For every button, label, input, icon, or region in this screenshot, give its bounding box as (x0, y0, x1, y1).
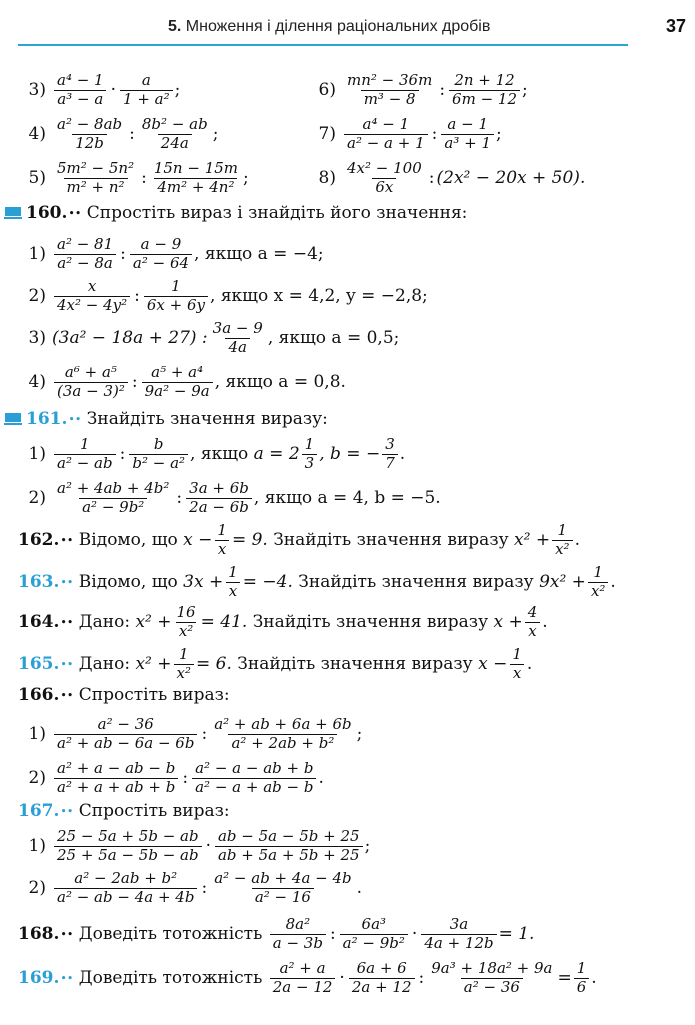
problem-166: 166. •• Спростіть вираз: (18, 685, 230, 705)
exercise-row: 6) $\frac{\text{mn² − 36m}}{\text{m³ − 8}}$ : $\frac{2n + 12}{6m - 12}$ ; (318, 71, 528, 108)
problem-162: 162. •• Відомо, що x − $\frac{1}{x}$ = 9. Знайдіть значення виразу x² + $\frac{1}{\text{x²}}$ . (18, 521, 580, 558)
page-number: 37 (665, 16, 686, 36)
exercise-row: 4) $\frac{\text{a⁶ + a⁵}}{\text{(3a − 3)²}}$ : $\frac{\text{a⁵ + a⁴}}{\text{9a² − 9a}}$ , якщо a = 0,8. (28, 363, 346, 400)
header-rule (18, 44, 628, 46)
problem-160: 160. •• Спростіть вираз і знайдіть його значення: (4, 196, 467, 230)
exercise-row: 2) $\frac{\text{a² − 2ab + b²}}{\text{a² − ab − 4a + 4b}}$ : $\frac{\text{a² − ab + 4a − 4b}}{\text{a² − 16}}$ . (28, 869, 363, 906)
problem-164: 164. •• Дано: x² + $\frac{16}{\text{x²}}$ = 41. Знайдіть значення виразу x + $\frac{4}{x}$ . (18, 603, 548, 640)
exercise-row: 5) $\frac{\text{5m² − 5n²}}{\text{m² + n²}}$ : $\frac{15n - 15m}{\text{4m² + 4n²}}$ ; (28, 159, 249, 196)
computer-icon (4, 206, 22, 220)
page-header (18, 14, 686, 44)
item-label: 3) (28, 80, 46, 100)
exercise-row: 3) (3a² − 18a + 27) : $\frac{3a - 9}{4a}$ , якщо a = 0,5; (28, 319, 400, 356)
section-title: 5. Множення і ділення раціональних дробів (168, 18, 491, 35)
problem-165: 165. •• Дано: x² + $\frac{1}{\text{x²}}$ = 6. Знайдіть значення виразу x − $\frac{1}{x}$ . (18, 645, 533, 682)
exercise-row: 2) $\frac{\text{a² + 4ab + 4b²}}{\text{a² − 9b²}}$ : $\frac{3a + 6b}{2a - 6b}$ , якщо a = 4, b = −5. (28, 479, 441, 516)
exercise-row: 4) $\frac{\text{a² − 8ab}}{12b}$ : $\frac{\text{8b² − ab}}{24a}$ ; (28, 115, 219, 152)
problem-161: 161. •• Знайдіть значення виразу: (4, 402, 328, 436)
exercise-row: 1) $\frac{\text{a² − 36}}{\text{a² + ab − 6a − 6b}}$ : $\frac{\text{a² + ab + 6a + 6b}}{\text{a² + 2ab + b²}}$ ; (28, 715, 363, 752)
exercise-row: 3) $\frac{\text{a⁴ − 1}}{\text{a³ − a}}$ · $\frac{a}{\text{1 + a²}}$ ; (20, 70, 180, 110)
problem-168: 168. •• Доведіть тотожність $\frac{\text{8a²}}{a - 3b}$ : $\frac{\text{6a³}}{\text{a² − 9b²}}$ · $\frac{3a}{4a + 12b}$ = 1. (18, 915, 535, 952)
problem-163: 163. •• Відомо, що 3x + $\frac{1}{x}$ = −4. Знайдіть значення виразу 9x² + $\frac{1}{\text{x²}}$ . (18, 563, 616, 600)
exercise-row: 2) $\frac{x}{\text{4x² − 4y²}}$ : $\frac{1}{6x + 6y}$ , якщо x = 4,2, y = −2,8; (28, 277, 428, 314)
exercise-row: 1) $\frac{\text{a² − 81}}{\text{a² − 8a}}$ : $\frac{a - 9}{\text{a² − 64}}$ , якщо a = −4; (28, 235, 324, 272)
exercise-row: 8) $\frac{\text{4x² − 100}}{6x}$ : (2x² − 20x + 50). (318, 159, 586, 196)
problem-169: 169. •• Доведіть тотожність $\frac{\text{a² + a}}{2a - 12}$ · $\frac{6a + 6}{2a + 12}$ : $\frac{\text{9a³ + 18a² + 9a}}{\text{a² − 36}}$ = $\frac{1}{6}$ . (18, 959, 597, 996)
exercise-row: 7) $\frac{\text{a⁴ − 1}}{\text{a² − a + 1}}$ : $\frac{a - 1}{\text{a³ + 1}}$ ; (318, 115, 502, 152)
exercise-row: 2) $\frac{\text{a² + a − ab − b}}{\text{a² + a + ab + b}}$ : $\frac{\text{a² − a − ab + b}}{\text{a² − a + ab − b}}$ . (28, 759, 324, 796)
exercise-row: 1) $\frac{1}{\text{a² − ab}}$ : $\frac{b}{\text{b² − a²}}$ , якщо a = 2 $\frac{1}{3}$ , b = − $\frac{3}{7}$ . (28, 435, 406, 472)
computer-icon (4, 412, 22, 426)
problem-167: 167. •• Спростіть вираз: (18, 801, 230, 821)
exercise-row: 1) $\frac{25 - 5a + 5b - ab}{25 + 5a - 5b - ab}$ · $\frac{ab - 5a - 5b + 25}{ab + 5a + 5b + 25}$ ; (28, 827, 371, 864)
